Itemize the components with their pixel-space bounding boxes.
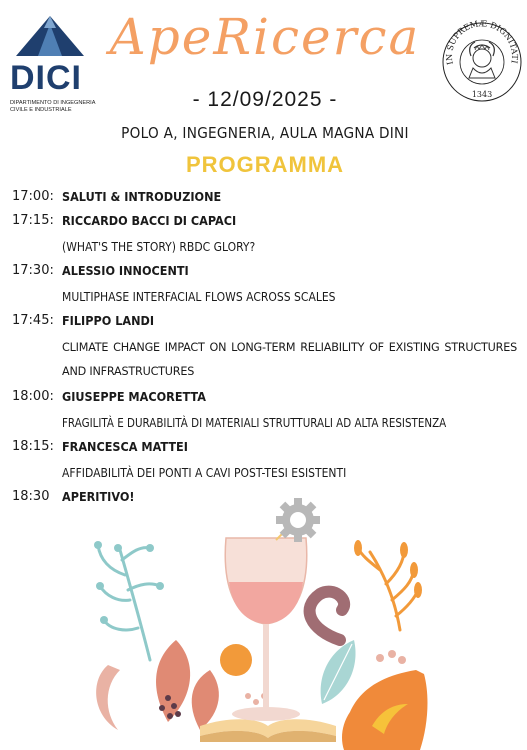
schedule-talk: CLIMATE CHANGE IMPACT ON LONG-TERM RELIABILITY OF EXISTING STRUCTURES AND INFRASTRUCTURES — [62, 341, 517, 378]
schedule-talk: MULTIPHASE INTERFACIAL FLOWS ACROSS SCALES — [62, 290, 336, 304]
schedule-row — [12, 386, 517, 434]
svg-text:IN SUPREMÆ DIGNITATIS — [441, 18, 520, 66]
dici-subtitle-line1: DIPARTIMENTO DI INGEGNERIA — [10, 100, 96, 106]
schedule-speaker: RICCARDO BACCI DI CAPACI — [62, 213, 237, 228]
dici-subtitle — [10, 100, 100, 114]
wine-glass-icon — [225, 520, 306, 721]
event-location: POLO A, INGEGNERIA, AULA MAGNA DINI — [121, 124, 409, 142]
dici-logo-text: DICI — [10, 59, 82, 97]
schedule-speaker: FILIPPO LANDI — [62, 313, 155, 328]
schedule-speaker: APERITIVO! — [62, 489, 135, 504]
section-title: PROGRAMMA — [185, 152, 345, 177]
schedule-time: 18:00: — [12, 389, 54, 404]
gear-icon — [276, 498, 320, 542]
schedule-speaker: FRANCESCA MATTEI — [62, 439, 188, 454]
schedule-speaker: GIUSEPPE MACORETTA — [62, 389, 206, 404]
dici-logo — [10, 14, 96, 120]
university-seal — [441, 18, 523, 106]
schedule-talk: AFFIDABILITÀ DEI PONTI A CAVI POST-TESI ESISTENTI — [62, 466, 347, 480]
teal-branch-icon — [98, 545, 160, 660]
event-title: ApeRicerca — [109, 8, 421, 66]
schedule-time: 17:30: — [12, 263, 54, 278]
schedule-row — [12, 210, 517, 258]
schedule-row — [12, 436, 517, 484]
schedule-row — [12, 260, 517, 308]
schedule-time: 17:15: — [12, 213, 54, 228]
dici-logo-icon — [10, 14, 90, 60]
aperitivo-illustration — [0, 490, 527, 750]
seal-text: IN SUPREMÆ DIGNITATI — [443, 18, 521, 66]
schedule-time: 17:45: — [12, 313, 54, 328]
seal-year: 1343 — [471, 90, 493, 99]
schedule-time: 17:00: — [12, 189, 54, 204]
schedule-list — [12, 186, 517, 508]
schedule-talk: FRAGILITÀ E DURABILITÀ DI MATERIALI STRUTTURALI AD ALTA RESISTENZA — [62, 416, 447, 430]
schedule-row — [12, 186, 517, 208]
schedule-time: 18:15: — [12, 439, 54, 454]
schedule-speaker: SALUTI & INTRODUZIONE — [62, 189, 222, 204]
open-book-icon — [200, 719, 336, 742]
dici-subtitle-line2: CIVILE E INDUSTRIALE — [10, 107, 72, 113]
university-seal-icon — [441, 18, 523, 106]
schedule-time: 18:30 — [12, 489, 50, 504]
schedule-speaker: ALESSIO INNOCENTI — [62, 263, 189, 278]
schedule-row — [12, 310, 517, 384]
event-date: - 12/09/2025 - — [192, 88, 338, 111]
schedule-talk: (WHAT'S THE STORY) RBDC GLORY? — [62, 240, 256, 254]
